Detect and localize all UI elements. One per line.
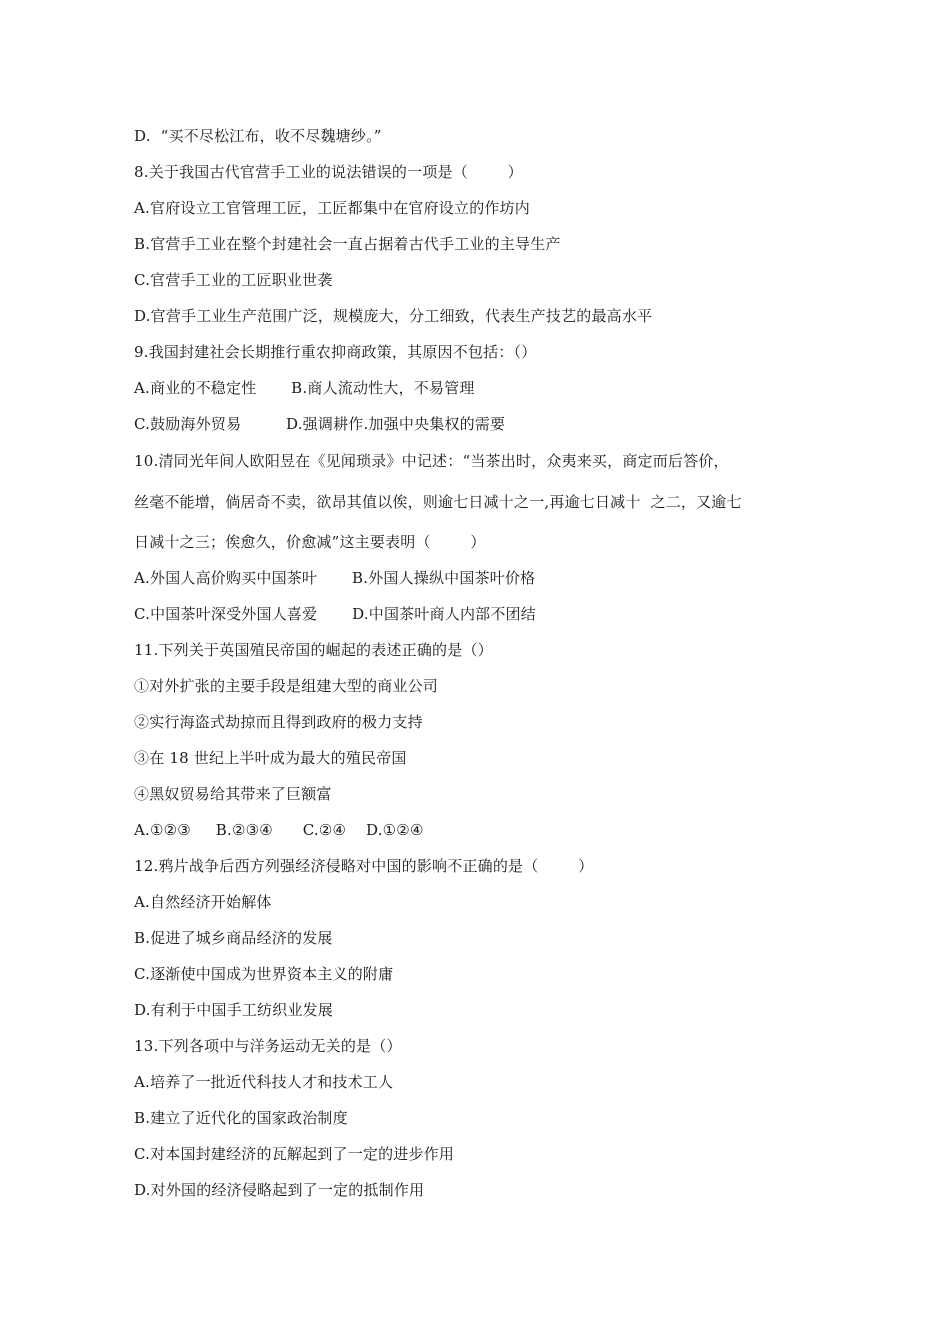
option-b-q8: B.官营手工业在整个封建社会一直占据着古代手工业的主导生产	[134, 235, 561, 253]
question-8: 8.关于我国古代官营手工业的说法错误的一项是（ ）	[134, 163, 523, 181]
question-10-line-3: 日减十之三；俟愈久，价愈减”这主要表明（ ）	[134, 533, 486, 551]
option-c-q13: C.对本国封建经济的瓦解起到了一定的进步作用	[134, 1145, 455, 1163]
statement-3-q11: ③在 18 世纪上半叶成为最大的殖民帝国	[134, 749, 407, 767]
statement-4-q11: ④黑奴贸易给其带来了巨额富	[134, 785, 332, 803]
question-9: 9.我国封建社会长期推行重农抑商政策，其原因不包括：（）	[134, 343, 537, 361]
options-cd-q9: C.鼓励海外贸易 D.强调耕作.加强中央集权的需要	[134, 415, 506, 433]
options-cd-q10: C.中国茶叶深受外国人喜爱 D.中国茶叶商人内部不团结	[134, 605, 536, 623]
question-13: 13.下列各项中与洋务运动无关的是（）	[134, 1037, 402, 1055]
question-10-line-2: 丝毫不能增，倘居奇不卖，欲昂其值以俟，则逾七日减十之一,再逾七日减十 之二，又逾七	[134, 493, 742, 511]
question-10-line-1: 10.清同光年间人欧阳昱在《见闻琐录》中记述：“当茶出时，众夷来买，商定而后答价，	[134, 452, 729, 470]
option-d-q13: D.对外国的经济侵略起到了一定的抵制作用	[134, 1181, 425, 1199]
option-c-q8: C.官营手工业的工匠职业世袭	[134, 271, 333, 289]
option-d-q8: D.官营手工业生产范围广泛，规模庞大，分工细致，代表生产技艺的最高水平	[134, 307, 653, 325]
option-a-q8: A.官府设立工官管理工匠，工匠都集中在官府设立的作坊内	[134, 199, 531, 217]
question-11: 11.下列关于英国殖民帝国的崛起的表述正确的是（）	[134, 641, 493, 659]
option-b-q13: B.建立了近代化的国家政治制度	[134, 1109, 348, 1127]
option-a-q13: A.培养了一批近代科技人才和技术工人	[134, 1073, 394, 1091]
options-q11: A.①②③ B.②③④ C.②④ D.①②④	[134, 821, 424, 839]
option-d-q7: D. “买不尽松江布，收不尽魏塘纱。”	[134, 127, 382, 145]
option-b-q12: B.促进了城乡商品经济的发展	[134, 929, 333, 947]
question-12: 12.鸦片战争后西方列强经济侵略对中国的影响不正确的是（ ）	[134, 857, 594, 875]
statement-1-q11: ①对外扩张的主要手段是组建大型的商业公司	[134, 677, 439, 695]
statement-2-q11: ②实行海盗式劫掠而且得到政府的极力支持	[134, 713, 423, 731]
options-ab-q9: A.商业的不稳定性 B.商人流动性大，不易管理	[134, 379, 475, 397]
option-c-q12: C.逐渐使中国成为世界资本主义的附庸	[134, 965, 394, 983]
option-d-q12: D.有利于中国手工纺织业发展	[134, 1001, 334, 1019]
option-a-q12: A.自然经济开始解体	[134, 893, 272, 911]
options-ab-q10: A.外国人高价购买中国茶叶 B.外国人操纵中国茶叶价格	[134, 569, 536, 587]
